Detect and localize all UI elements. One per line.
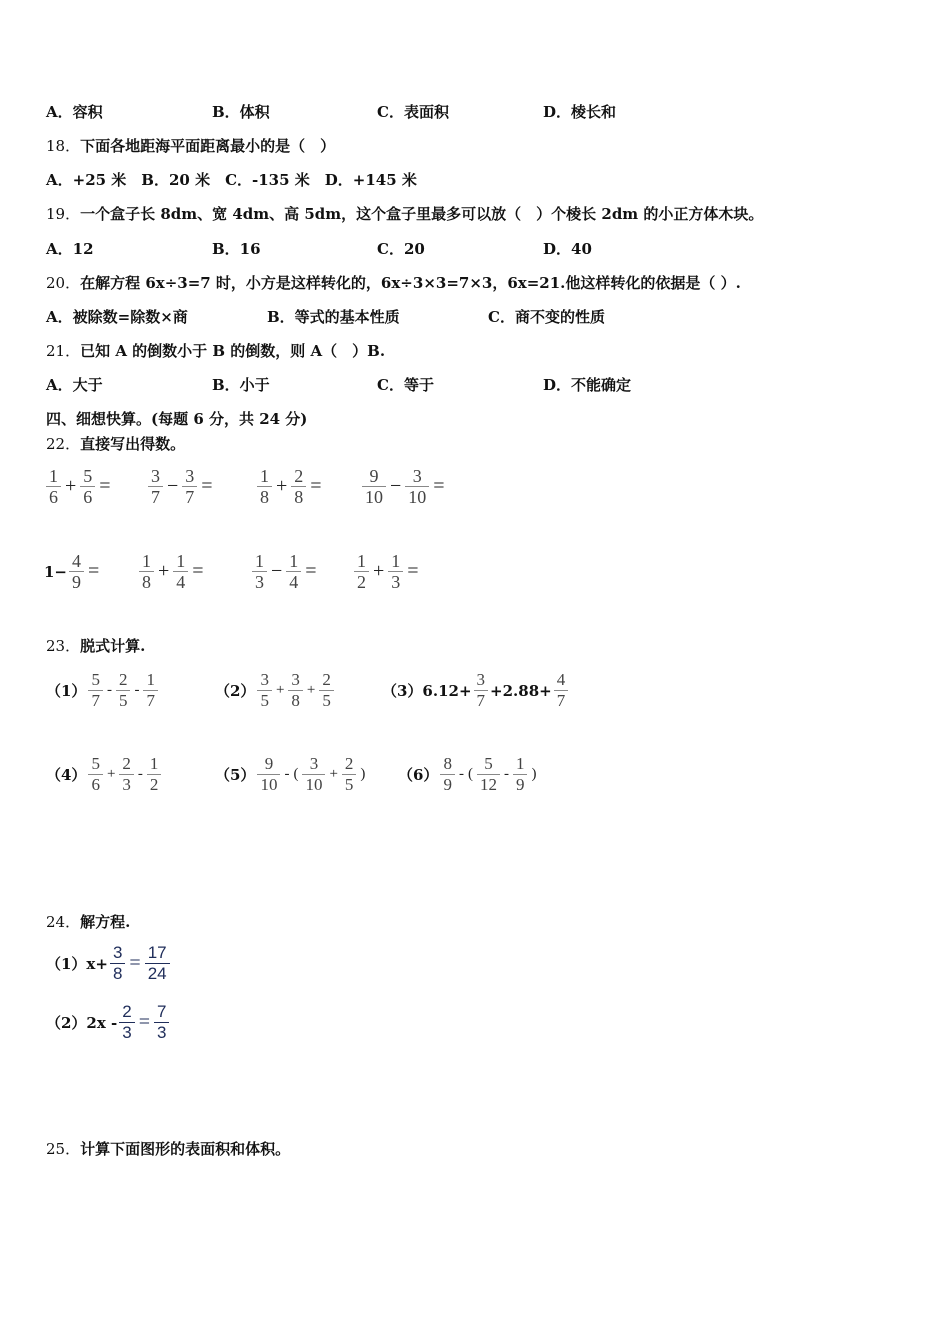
calc-problem-6 <box>398 754 538 795</box>
equals-sign: = <box>99 475 111 497</box>
question-number: 24． <box>46 913 81 931</box>
fraction: $\frac{2}{3}$ <box>119 1002 134 1043</box>
leading-term: 1− <box>44 562 68 581</box>
fraction: $\frac{8}{9}$ <box>440 754 455 795</box>
oral-calc-7 <box>250 551 319 592</box>
fraction: $\frac{7}{3}$ <box>154 1002 169 1043</box>
fraction: $\frac{1}{4}$ <box>173 551 188 592</box>
q19-option-a: A．12 <box>46 240 94 258</box>
fraction: $\frac{4}{9}$ <box>69 551 84 592</box>
fraction: $\frac{1}{3}$ <box>252 551 267 592</box>
operator: + <box>65 475 77 497</box>
question-text: 一个盒子长 8dm、宽 4dm、高 5dm，这个盒子里最多可以放（ ）个棱长 2dm 的小正方体木块。 <box>80 205 764 223</box>
problem-label: （3）6.12+ <box>382 682 472 700</box>
operator: − <box>390 475 402 497</box>
equation-1 <box>46 943 172 984</box>
question-number: 22． <box>46 435 81 453</box>
question-number: 25． <box>46 1140 81 1158</box>
oral-calc-2 <box>146 466 215 507</box>
equation-label: （1）x+ <box>46 955 108 973</box>
q20-option-a: A．被除数=除数×商 <box>46 308 188 326</box>
question-24 <box>46 912 130 932</box>
fraction: $\frac{3}{7}$ <box>182 466 197 507</box>
fraction: $\frac{3}{10}$ <box>405 466 429 507</box>
q20-option-b: B．等式的基本性质 <box>267 308 400 326</box>
question-number: 21． <box>46 342 81 360</box>
calc-problem-3 <box>382 670 570 711</box>
operator: + <box>158 560 170 582</box>
fraction: $\frac{1}{3}$ <box>388 551 403 592</box>
q21-option-a: A．大于 <box>46 376 103 394</box>
q21-option-d: D．不能确定 <box>543 376 632 394</box>
question-text: 脱式计算. <box>80 637 146 655</box>
fraction: $\frac{1}{6}$ <box>46 466 61 507</box>
question-text: 计算下面图形的表面积和体积。 <box>80 1140 291 1158</box>
question-text: 已知 A 的倒数小于 B 的倒数，则 A（ ）B. <box>80 342 386 360</box>
q19-option-c: C．20 <box>377 240 425 258</box>
question-number: 18． <box>46 137 81 155</box>
fraction: $\frac{1}{2}$ <box>147 754 162 795</box>
fraction: $\frac{4}{7}$ <box>554 670 569 711</box>
problem-label: （4） <box>46 766 87 784</box>
question-23 <box>46 636 145 656</box>
q18-options: A．+25 米 B．20 米 C．-135 米 D．+145 米 <box>46 171 417 189</box>
operator: - <box>134 682 140 698</box>
operator: + <box>306 682 316 698</box>
fraction: $\frac{5}{6}$ <box>88 754 103 795</box>
fraction: $\frac{5}{6}$ <box>80 466 95 507</box>
calc-problem-1 <box>46 670 160 711</box>
problem-label: （5） <box>215 766 256 784</box>
operator: - <box>137 766 143 782</box>
operator: + <box>106 766 116 782</box>
equals-sign: = <box>310 475 322 497</box>
question-20 <box>46 273 741 293</box>
equals-sign: = <box>192 560 204 582</box>
equals-sign: = <box>88 560 100 582</box>
problem-label: （1） <box>46 682 87 700</box>
fraction: $\frac{3}{7}$ <box>148 466 163 507</box>
calc-problem-4 <box>46 754 163 795</box>
fraction: $\frac{2}{8}$ <box>291 466 306 507</box>
question-18 <box>46 136 335 156</box>
fraction: $\frac{9}{10}$ <box>257 754 280 795</box>
fraction: $\frac{2}{5}$ <box>116 670 131 711</box>
oral-calc-1 <box>44 466 113 507</box>
problem-label: （2） <box>215 682 256 700</box>
section-title: 四、细想快算。(每题 6 分，共 24 分) <box>46 410 308 428</box>
fraction: $\frac{5}{12}$ <box>477 754 500 795</box>
q21-option-c: C．等于 <box>377 376 434 394</box>
fraction: $\frac{17}{24}$ <box>145 943 170 984</box>
calc-problem-5 <box>215 754 367 795</box>
equals-sign: = <box>138 1011 151 1033</box>
middle-term: +2.88+ <box>490 681 552 700</box>
fraction: $\frac{3}{8}$ <box>288 670 303 711</box>
question-25 <box>46 1139 290 1159</box>
operator: − <box>167 475 179 497</box>
fraction: $\frac{1}{8}$ <box>139 551 154 592</box>
fraction: $\frac{3}{8}$ <box>110 943 125 984</box>
left-paren: ( <box>293 766 299 782</box>
fraction: $\frac{2}{5}$ <box>342 754 357 795</box>
fraction: $\frac{1}{7}$ <box>143 670 158 711</box>
fraction: $\frac{9}{10}$ <box>362 466 386 507</box>
fraction: $\frac{3}{5}$ <box>257 670 272 711</box>
fraction: $\frac{2}{5}$ <box>319 670 334 711</box>
q17-option-d: D．棱长和 <box>543 103 617 121</box>
operator: + <box>329 766 338 782</box>
operator: - <box>284 766 290 782</box>
operator: - <box>503 766 509 782</box>
operator: + <box>276 475 288 497</box>
operator: + <box>275 682 285 698</box>
oral-calc-5 <box>44 551 101 592</box>
equation-2 <box>46 1002 171 1043</box>
operator: - <box>106 682 112 698</box>
question-number: 23． <box>46 637 81 655</box>
right-paren: ) <box>360 766 366 782</box>
question-22 <box>46 434 185 454</box>
q17-option-a: A．容积 <box>46 103 103 121</box>
oral-calc-6 <box>137 551 206 592</box>
equals-sign: = <box>407 560 419 582</box>
fraction: $\frac{1}{2}$ <box>354 551 369 592</box>
q20-option-c: C．商不变的性质 <box>488 308 605 326</box>
equals-sign: = <box>201 475 213 497</box>
equation-label: （2）2x - <box>46 1014 118 1032</box>
question-text: 在解方程 6x÷3=7 时，小方是这样转化的，6x÷3×3=7×3，6x=21.他这样转化的依据是（ ）. <box>80 274 741 292</box>
q19-option-d: D．40 <box>543 240 592 258</box>
calc-problem-2 <box>215 670 336 711</box>
right-paren: ) <box>531 766 537 782</box>
question-number: 19． <box>46 205 81 223</box>
fraction: $\frac{3}{10}$ <box>302 754 325 795</box>
operator: + <box>373 560 385 582</box>
fraction: $\frac{1}{9}$ <box>513 754 528 795</box>
fraction: $\frac{3}{7}$ <box>474 670 489 711</box>
fraction: $\frac{5}{7}$ <box>88 670 103 711</box>
q17-option-b: B．体积 <box>212 103 270 121</box>
equals-sign: = <box>305 560 317 582</box>
question-21 <box>46 341 385 361</box>
equals-sign: = <box>129 952 141 974</box>
question-text: 直接写出得数。 <box>80 435 186 453</box>
fraction: $\frac{1}{8}$ <box>257 466 272 507</box>
equals-sign: = <box>433 475 445 497</box>
operator: − <box>271 560 283 582</box>
fraction: $\frac{2}{3}$ <box>119 754 134 795</box>
oral-calc-3 <box>255 466 324 507</box>
q17-option-c: C．表面积 <box>377 103 449 121</box>
oral-calc-4 <box>360 466 447 507</box>
left-paren: ( <box>467 766 473 782</box>
question-text: 下面各地距海平面距离最小的是（ ） <box>80 137 336 155</box>
question-19 <box>46 204 763 224</box>
question-text: 解方程. <box>80 913 131 931</box>
oral-calc-8 <box>352 551 421 592</box>
q21-option-b: B．小于 <box>212 376 270 394</box>
problem-label: （6） <box>398 766 439 784</box>
fraction: $\frac{1}{4}$ <box>286 551 301 592</box>
question-number: 20． <box>46 274 81 292</box>
operator: - <box>458 766 464 782</box>
q19-option-b: B．16 <box>212 240 261 258</box>
